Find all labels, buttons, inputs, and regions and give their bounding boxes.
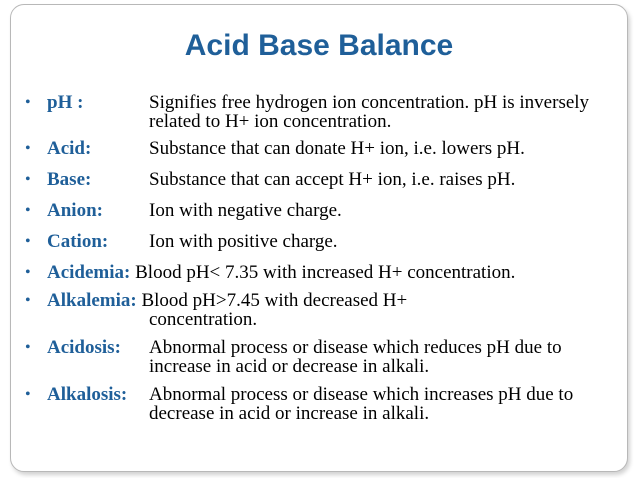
desc-acidemia: Blood pH< 7.35 with increased H+ concentration. xyxy=(135,262,516,283)
list-item-acid xyxy=(25,139,625,158)
term-ph: pH : xyxy=(47,92,84,113)
desc-ph: Signifies free hydrogen ion concentration. pH is inversely related to H+ ion concentration. xyxy=(149,92,590,132)
desc-acidosis: Abnormal process or disease which reduces pH due to increase in acid or decrease in alkali. xyxy=(149,337,562,377)
list-item-cation xyxy=(25,232,625,251)
slide xyxy=(10,4,628,472)
bullet-icon: • xyxy=(25,339,31,356)
bullet-icon: • xyxy=(25,202,31,219)
term-cation: Cation: xyxy=(47,231,109,252)
slide-title: Acid Base Balance xyxy=(184,29,454,62)
list-item-acidosis xyxy=(25,338,625,376)
list-item-acidemia xyxy=(25,263,625,282)
list-item-ph xyxy=(25,93,625,131)
term-acidemia: Acidemia: xyxy=(47,262,131,283)
desc-base: Substance that can accept H+ ion, i.e. raises pH. xyxy=(149,169,516,190)
term-base: Base: xyxy=(47,169,92,190)
list-item-alkalosis xyxy=(25,385,625,423)
bullet-icon: • xyxy=(25,233,31,250)
term-acid: Acid: xyxy=(47,138,92,159)
bullet-icon: • xyxy=(25,171,31,188)
bullet-icon: • xyxy=(25,386,31,403)
desc-anion: Ion with negative charge. xyxy=(149,200,342,221)
list-item-alkalemia xyxy=(25,291,625,329)
term-anion: Anion: xyxy=(47,200,103,221)
list-item-base xyxy=(25,170,625,189)
bullet-icon: • xyxy=(25,292,31,309)
bullet-icon: • xyxy=(25,140,31,157)
definition-list xyxy=(25,93,625,423)
term-acidosis: Acidosis: xyxy=(47,337,121,358)
desc-alkalemia-line2: concentration. xyxy=(149,309,258,330)
desc-cation: Ion with positive charge. xyxy=(149,231,338,252)
term-alkalemia: Alkalemia: xyxy=(47,290,137,311)
bullet-icon: • xyxy=(25,264,31,281)
term-alkalosis: Alkalosis: xyxy=(47,384,128,405)
desc-alkalosis: Abnormal process or disease which increases pH due to decrease in acid or increase in alkali. xyxy=(149,384,574,424)
list-item-anion xyxy=(25,201,625,220)
desc-alkalemia-line1: Blood pH>7.45 with decreased H+ xyxy=(141,290,408,311)
desc-acid: Substance that can donate H+ ion, i.e. lowers pH. xyxy=(149,138,525,159)
bullet-icon: • xyxy=(25,94,31,111)
